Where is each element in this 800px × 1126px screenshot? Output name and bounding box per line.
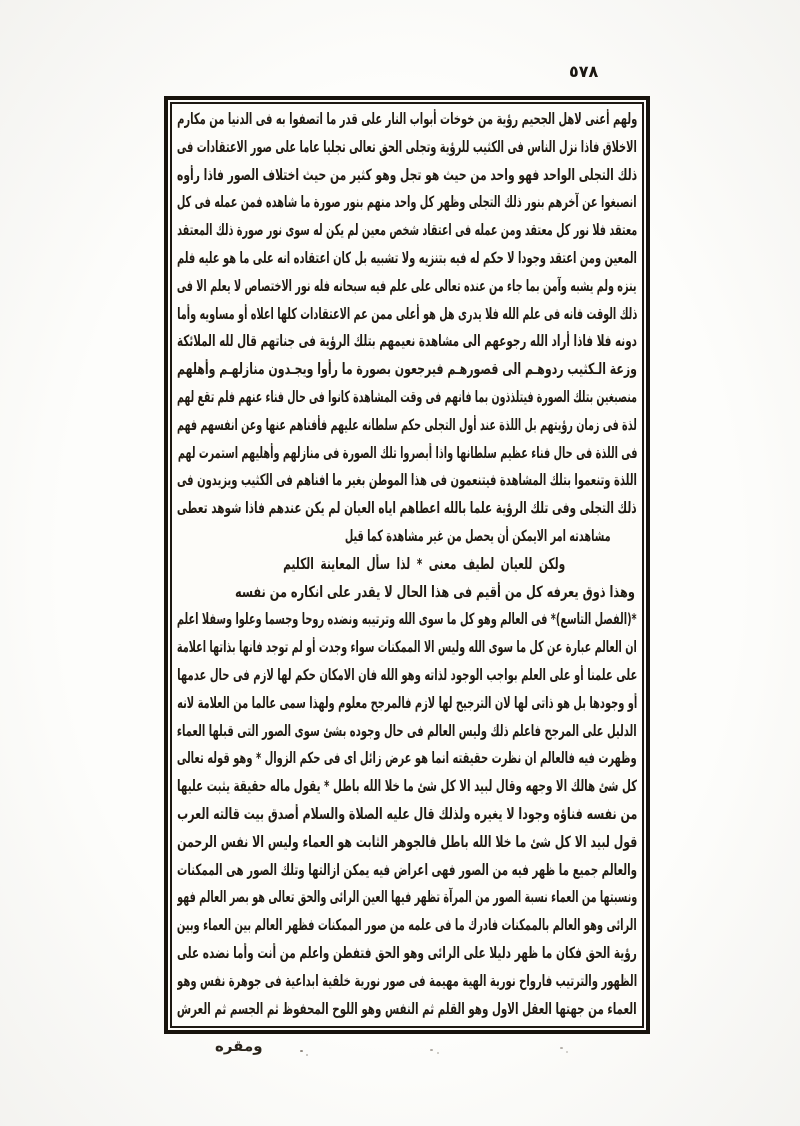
text-line: ونسبتها من العماء نسبة الصور من المرآة تظهر فيها العين الرائى والحق تعالى هو بصر العالم فهو	[177, 888, 637, 907]
text-line: على علمنا أو على العلم بواجب الوجود لذاته وهو الله فان الامكان حكم لها لازم فى حال عدمها	[177, 665, 637, 684]
catchword: ومقره	[215, 1037, 263, 1055]
body-text	[177, 106, 637, 1024]
ink-speck	[430, 1049, 433, 1051]
ink-speck	[300, 1050, 303, 1052]
text-line: انصبغوا عن آخرهم بنور ذلك التجلى وظهر كل واحد منهم بنور صورة ما شاهده فمن عمله فى كل	[177, 193, 637, 212]
text-line: الرائى وهو العالم بالممكنات فادرك ما فى علمه من صور الممكنات فظهر العالم بين العماء وبين	[177, 916, 637, 935]
page-number: ٥٧٨	[569, 62, 599, 81]
text-line: الدليل على المرجح فاعلم ذلك وليس العالم فى حال وجوده بشئ سوى الصور التى قبلها العماء	[177, 721, 637, 740]
text-line: ذلك التجلى الواحد فهو واحد من حيث هو تجل وهو كثير من حيث اختلاف الصور فاذا رأوه	[177, 165, 637, 184]
text-line: الظهور والترتيب فارواح نورية الهية مهيمة فى صور نورية خلقية ابداعية فى جوهرة نفس وهو	[177, 971, 637, 990]
text-line: لذة فى زمان رؤيتهم بل اللذة عند أول التجلى حكم سلطانه عليهم فأفناهم عنها وعن انفسهم فهم	[177, 415, 637, 434]
text-line: ولهم أعنى لاهل الجحيم رؤية من خوخات أبواب النار على قدر ما اتصفوا به فى الدنيا من مكارم	[177, 110, 637, 128]
ink-speck	[306, 1054, 308, 1056]
text-line: دونه فلا فاذا أراد الله رجوعهم الى مشاهدة نعيمهم بتلك الرؤية فى جناتهم قال لله الملائكة	[177, 332, 637, 351]
ink-speck	[566, 1051, 568, 1053]
text-line: من نفسه فناؤه وجودا لا يغيره ولذلك قال عليه الصلاة والسلام أصدق بيت قالته العرب	[177, 804, 637, 823]
text-line: وهذا ذوق يعرفه كل من أقيم فى هذا الحال لا يقدر على انكاره من نفسه	[235, 582, 635, 601]
text-line: منصبغين بتلك الصورة فيتلذذون بما فانهم فى وقت المشاهدة كانوا فى حال فناء عنهم فلم تقع لهم	[177, 387, 637, 406]
text-line: العماء من جهتها العقل الاول وهو القلم ثم النفس وهو اللوح المحفوظ ثم الجسم ثم العرش	[177, 999, 637, 1018]
text-line: ينزه ولم يشبه وآمن بما جاء من عنده تعالى على علم فيه سبحانه فله نور الاختصاص لا يعلم الا فى	[177, 276, 637, 295]
text-frame-border	[164, 96, 650, 1034]
text-line: اللذة وتنعموا بتلك المشاهدة فيتنعمون فى هذا الموطن بغير ما افناهم فى الكثيب ويزيدون فى	[177, 471, 637, 490]
verse-line: ولكن للعيان لطيف معنى * لذا سأل المعاينة الكليم	[282, 554, 565, 573]
text-line: أو وجودها بل هو ذاتى لها لان الترجيح لها لازم فالمرجح معلوم ولهذا سمى عالما من العلامة لانه	[177, 693, 637, 712]
text-line: والعالم جميع ما ظهر فيه من الصور فهى اعراض فيه يمكن ازالتها وتلك الصور هى الممكنات	[177, 860, 637, 879]
text-line: وزعة الـكثيب ردوهـم الى قصورهـم فيرجعون بصورة ما رأوا ويجـدون منازلهـم وأهلهم	[177, 360, 637, 379]
text-line: مشاهدته امر الايمكن أن يحصل من غير مشاهدة كما قيل	[345, 526, 611, 545]
text-line: ذلك التجلى وفى تلك الرؤية علما بالله اعطاهم اياه العيان لم يكن عندهم فاذا شوهد تعطى	[177, 499, 637, 518]
text-line: *(الفصل التاسع)* فى العالم وهو كل ما سوى الله وترتيبه ونضده روحا وجسما وعلوا وسفلا اعلم	[177, 610, 637, 629]
text-line: قول لبيد الا كل شئ ما خلا الله باطل فالجوهر الثابت هو العماء وليس الا نفس الرحمن	[177, 832, 637, 851]
text-line: ان العالم عبارة عن كل ما سوى الله وليس الا الممكنات سواء وجدت أو لم توجد فانها بذاتها اعلامة	[177, 638, 637, 657]
ink-speck	[437, 1052, 439, 1054]
text-line: رؤية الحق فكان ما ظهر دليلا على الرائى وهو الحق فتفطن واعلم من أنت وأما نضده على	[177, 943, 637, 962]
text-line: وظهرت فيه فالعالم ان نظرت حقيقته انما هو عرض زائل اى فى حكم الزوال * وهو قوله تعالى	[177, 749, 637, 768]
text-line: كل شئ هالك الا وجهه وقال لبيد الا كل شئ ما خلا الله باطل * يقول ماله حقيقة يثبت عليها	[177, 777, 637, 796]
ink-speck	[560, 1047, 563, 1049]
text-line: ذلك الوقت فانه فى علم الله فلا يدرى هل هو أعلى ممن عم الاعتقادات كلها اعلاه أو مساويه وأما	[177, 304, 637, 323]
text-line: معتقد فلا نور كل معتقد ومن عمله فى اعتقاد شخص معين لم يكن له سوى نور صورة ذلك المعتقد	[177, 221, 637, 240]
text-line: فى اللذة فى حال فناء عظيم سلطانها واذا أبصروا تلك الصورة فى منازلهم وأهليهم استمرت لهم	[177, 443, 637, 462]
text-line: الاخلاق فاذا نزل الناس فى الكثيب للرؤية وتجلى الحق تعالى تجليا عاما على صور الاعتقادات فى	[177, 137, 637, 156]
text-line: المعين ومن اعتقد وجودا لا حكم له فيه بتنزيه ولا تشبيه بل كان اعتقاده انه على ما هو عليه فلم	[177, 248, 637, 267]
